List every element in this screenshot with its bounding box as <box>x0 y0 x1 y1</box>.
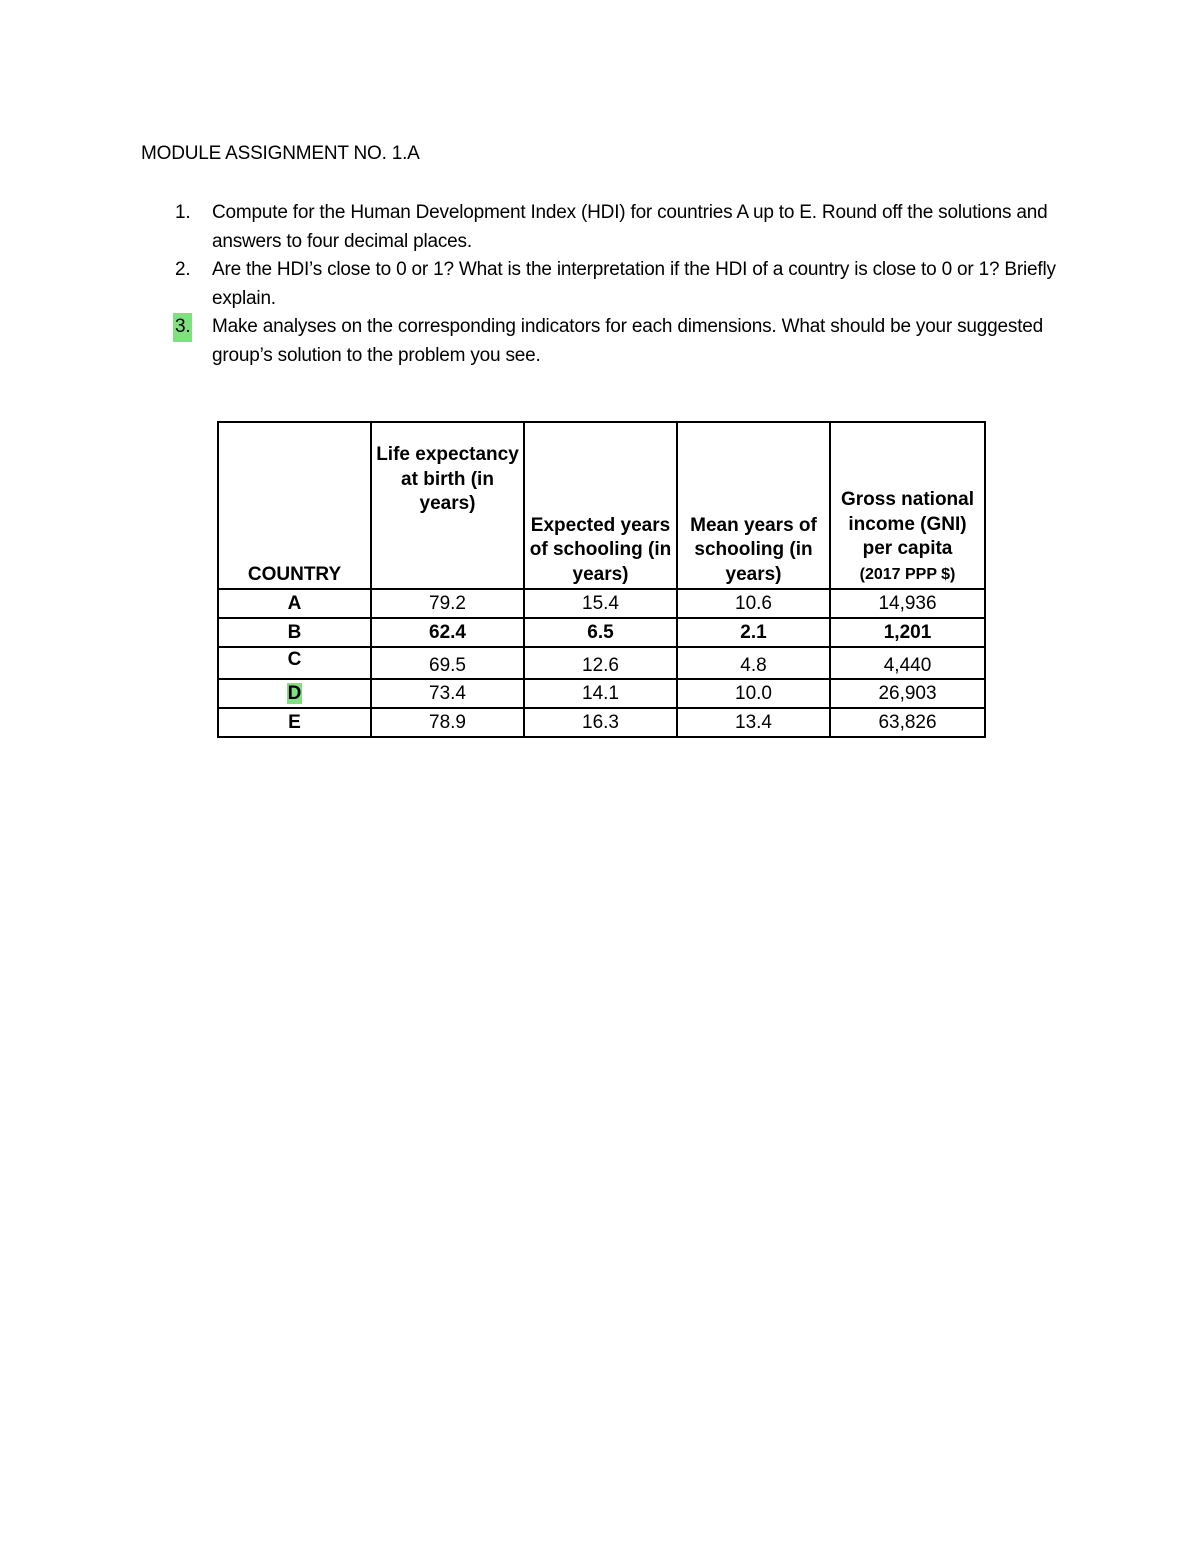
cell-country-highlighted: D <box>287 682 302 704</box>
cell-mean: 4.8 <box>677 647 830 679</box>
cell-expected: 15.4 <box>524 589 677 618</box>
cell-expected: 6.5 <box>524 618 677 647</box>
table-row <box>218 647 985 679</box>
cell-expected: 16.3 <box>524 708 677 737</box>
question-item <box>141 256 1071 313</box>
header-country: COUNTRY <box>218 422 371 589</box>
cell-country <box>218 679 371 708</box>
question-list <box>141 199 1071 370</box>
cell-mean: 10.0 <box>677 679 830 708</box>
header-mean-schooling: Mean years of schooling (in years) <box>677 422 830 589</box>
question-number: 2. <box>175 259 191 280</box>
cell-gni: 14,936 <box>830 589 985 618</box>
cell-mean: 2.1 <box>677 618 830 647</box>
cell-gni: 26,903 <box>830 679 985 708</box>
question-number: 1. <box>175 202 191 223</box>
cell-gni: 4,440 <box>830 647 985 679</box>
question-text: Compute for the Human Development Index (HDI) for countries A up to E. Round off the solutions and answers to four decimal places. <box>212 202 1048 252</box>
cell-life: 62.4 <box>371 618 524 647</box>
cell-country: C <box>218 647 371 679</box>
hdi-data-table <box>217 421 986 738</box>
table-row <box>218 589 985 618</box>
header-life-expectancy <box>371 422 524 589</box>
cell-country: A <box>218 589 371 618</box>
question-text: Make analyses on the corresponding indicators for each dimensions. What should be your suggested group’s solution to the problem you see. <box>212 316 1044 366</box>
cell-gni: 63,826 <box>830 708 985 737</box>
question-item <box>141 313 1071 370</box>
question-text: Are the HDI’s close to 0 or 1? What is the interpretation if the HDI of a country is close to 0 or 1? Briefly explain. <box>212 259 1056 309</box>
cell-country: B <box>218 618 371 647</box>
table-header-row <box>218 422 985 589</box>
table-row <box>218 679 985 708</box>
cell-life: 78.9 <box>371 708 524 737</box>
table-row <box>218 708 985 737</box>
cell-life: 69.5 <box>371 647 524 679</box>
cell-life: 79.2 <box>371 589 524 618</box>
cell-country: E <box>218 708 371 737</box>
cell-gni: 1,201 <box>830 618 985 647</box>
question-number-highlighted: 3. <box>173 313 192 342</box>
header-life-expectancy-label: Life expectancy at birth (in years) <box>376 444 519 514</box>
header-gni <box>830 422 985 589</box>
cell-expected: 12.6 <box>524 647 677 679</box>
header-gni-label: Gross national income (GNI) per capita <box>840 489 975 559</box>
cell-expected: 14.1 <box>524 679 677 708</box>
table-row <box>218 618 985 647</box>
header-gni-unit: (2017 PPP $) <box>859 565 956 583</box>
page-title: MODULE ASSIGNMENT NO. 1.A <box>141 143 420 164</box>
cell-life: 73.4 <box>371 679 524 708</box>
header-expected-schooling: Expected years of schooling (in years) <box>524 422 677 589</box>
cell-mean: 10.6 <box>677 589 830 618</box>
cell-mean: 13.4 <box>677 708 830 737</box>
question-item <box>141 199 1071 256</box>
